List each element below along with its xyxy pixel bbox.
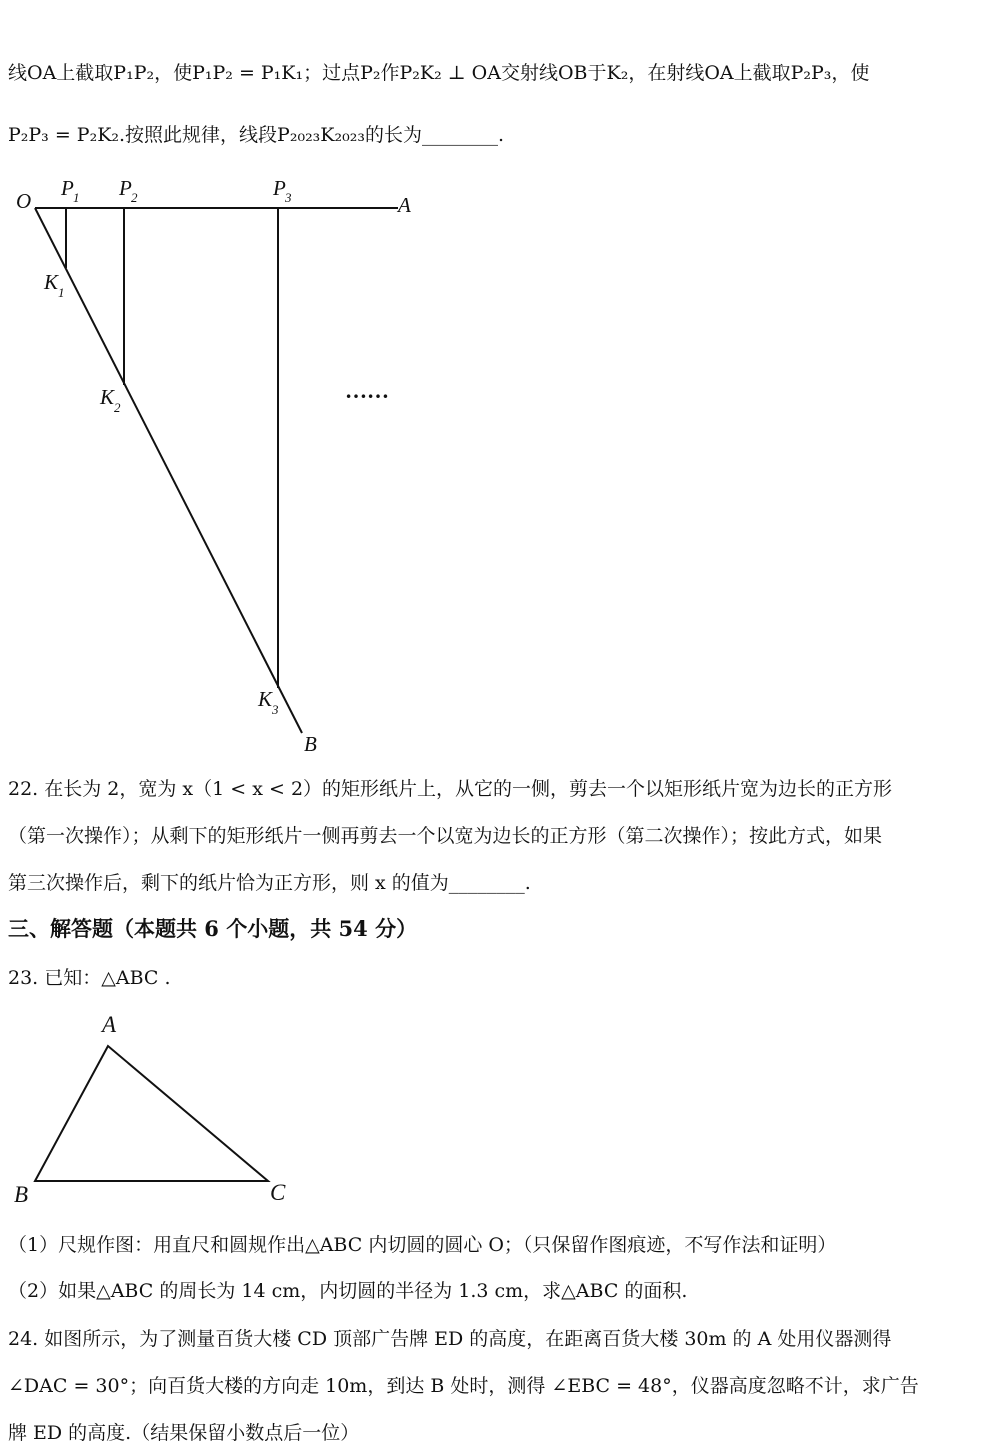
section-3-heading: 三、解答题（本题共 6 个小题，共 54 分） [8, 916, 418, 941]
q23-part-2: （2）如果△ABC 的周长为 14 cm，内切圆的半径为 1.3 cm，求△ABC 的面积. [8, 1280, 688, 1302]
q24-line-3: 牌 ED 的高度.（结果保留小数点后一位） [8, 1422, 360, 1444]
q24-line-1: 24. 如图所示，为了测量百货大楼 CD 顶部广告牌 ED 的高度，在距离百货大楼 30m 的 A 处用仪器测得 [8, 1328, 892, 1350]
q23-intro: 23. 已知：△ABC . [8, 967, 171, 989]
label-p2-sub: 2 [131, 190, 138, 205]
label-k2: K [100, 385, 115, 409]
label-o: O [16, 189, 32, 213]
label-c: C [270, 1180, 286, 1205]
triangle-abc [35, 1046, 268, 1181]
label-a: A [398, 193, 411, 217]
q21-line-2: P₂P₃ = P₂K₂.按照此规律，线段P₂₀₂₃K₂₀₂₃的长为________. [8, 124, 505, 146]
label-k3: K [258, 687, 273, 711]
label-b: B [14, 1182, 29, 1207]
label-k1-sub: 1 [58, 285, 65, 300]
label-p1: P [61, 176, 74, 200]
label-k1: K [44, 270, 59, 294]
label-p2: P [119, 176, 132, 200]
q23-part-1: （1）尺规作图：用直尺和圆规作出△ABC 内切圆的圆心 O；（只保留作图痕迹，不写作法和证明） [8, 1234, 837, 1256]
label-a: A [102, 1012, 117, 1037]
q24-line-2: ∠DAC = 30°；向百货大楼的方向走 10m，到达 B 处时，测得 ∠EBC = 48°，仪器高度忽略不计，求广告 [8, 1375, 919, 1397]
q22-line-3: 第三次操作后，剩下的纸片恰为正方形，则 x 的值为________. [8, 872, 531, 894]
label-b: B [304, 732, 317, 756]
label-p3-sub: 3 [285, 190, 292, 205]
ellipsis-mark: …… [345, 378, 389, 403]
q22-line-1: 22. 在长为 2，宽为 x（1 < x < 2）的矩形纸片上，从它的一侧，剪去一个以矩形纸片宽为边长的正方形 [8, 778, 893, 800]
label-k3-sub: 3 [272, 702, 279, 717]
q22-line-2: （第一次操作）；从剩下的矩形纸片一侧再剪去一个以宽为边长的正方形（第二次操作）；按此方式，如果 [8, 825, 883, 847]
label-p3: P [273, 176, 286, 200]
label-k2-sub: 2 [114, 400, 121, 415]
label-p1-sub: 1 [73, 190, 80, 205]
q21-line-1: 线OA上截取P₁P₂，使P₁P₂ = P₁K₁；过点P₂作P₂K₂ ⊥ OA交射线OB于K₂，在射线OA上截取P₂P₃，使 [8, 62, 870, 84]
